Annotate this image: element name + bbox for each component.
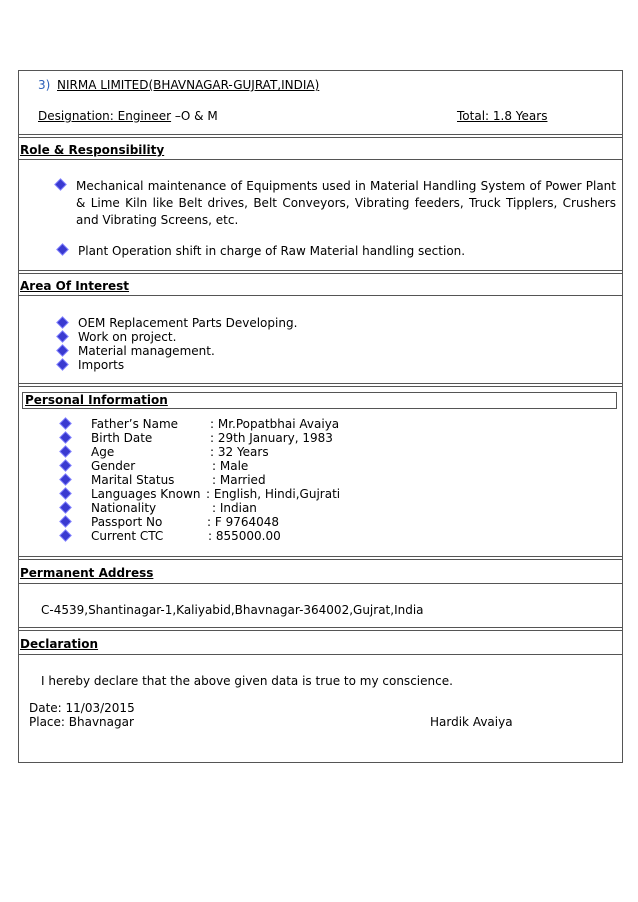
- personal-value: : F 9764048: [207, 515, 280, 529]
- divider: [18, 654, 622, 655]
- divider: [18, 383, 622, 387]
- diamond-bullet-icon: [59, 245, 66, 256]
- diamond-bullet-icon: [62, 419, 69, 430]
- diamond-bullet-icon: [59, 318, 66, 329]
- personal-label: Gender: [91, 459, 136, 473]
- personal-label: Languages Known: [91, 487, 201, 501]
- personal-label: Passport No: [91, 515, 163, 529]
- declaration-place: Place: Bhavnagar: [29, 715, 134, 729]
- role-item: Plant Operation shift in charge of Raw Material handling section.: [78, 244, 466, 258]
- section-heading-personal: Personal Information: [25, 393, 168, 407]
- personal-value: : Married: [212, 473, 266, 487]
- diamond-bullet-icon: [57, 180, 64, 191]
- section-heading-role: Role & Responsibility: [20, 143, 165, 157]
- personal-label: Current CTC: [91, 529, 164, 543]
- personal-value: : 32 Years: [210, 445, 269, 459]
- interest-item: OEM Replacement Parts Developing.: [78, 316, 298, 330]
- personal-label: Nationality: [91, 501, 157, 515]
- signatory-name: Hardik Avaiya: [430, 715, 513, 729]
- interest-item: Material management.: [78, 344, 215, 358]
- divider: [18, 583, 622, 584]
- interest-item: Work on project.: [78, 330, 177, 344]
- personal-value: : Male: [212, 459, 249, 473]
- declaration-text: I hereby declare that the above given data is true to my conscience.: [41, 674, 453, 688]
- role-item: Mechanical maintenance of Equipments used in Material Handling System of Power Plant & Lime Kiln like Belt drives, Belt Conveyors, Vibrating feeders, Truck Tipplers, Crushers and Vibrating Screens, etc.: [76, 179, 616, 227]
- section-heading-interest: Area Of Interest: [20, 279, 130, 293]
- divider: [18, 627, 622, 631]
- diamond-bullet-icon: [62, 447, 69, 458]
- diamond-bullet-icon: [62, 489, 69, 500]
- diamond-bullet-icon: [62, 475, 69, 486]
- personal-label: Age: [91, 445, 115, 459]
- personal-value: : Indian: [212, 501, 257, 515]
- personal-label: Birth Date: [91, 431, 153, 445]
- designation-label: Designation: Engineer: [38, 109, 172, 123]
- divider: [18, 159, 622, 160]
- diamond-bullet-icon: [62, 531, 69, 542]
- total-experience: Total: 1.8 Years: [457, 109, 548, 123]
- diamond-bullet-icon: [59, 346, 66, 357]
- address-text: C-4539,Shantinagar-1,Kaliyabid,Bhavnagar-364002,Gujrat,India: [41, 603, 424, 617]
- diamond-bullet-icon: [59, 332, 66, 343]
- personal-value: : English, Hindi,Gujrati: [206, 487, 341, 501]
- personal-value: : Mr.Popatbhai Avaiya: [210, 417, 340, 431]
- divider: [18, 270, 622, 274]
- section-heading-address: Permanent Address: [20, 566, 154, 580]
- section-heading-declaration: Declaration: [20, 637, 99, 651]
- diamond-bullet-icon: [62, 433, 69, 444]
- personal-label: Father’s Name: [91, 417, 179, 431]
- diamond-bullet-icon: [62, 517, 69, 528]
- diamond-bullet-icon: [62, 503, 69, 514]
- divider: [18, 556, 622, 560]
- company-name: NIRMA LIMITED(BHAVNAGAR-GUJRAT,INDIA): [57, 78, 320, 92]
- diamond-bullet-icon: [59, 360, 66, 371]
- personal-label: Marital Status: [91, 473, 175, 487]
- personal-value: : 855000.00: [208, 529, 281, 543]
- designation-value: –O & M: [171, 109, 218, 123]
- diamond-bullet-icon: [62, 461, 69, 472]
- designation: [38, 109, 218, 123]
- divider: [18, 70, 622, 71]
- job-number: 3): [38, 78, 51, 92]
- divider: [18, 134, 622, 138]
- declaration-date: Date: 11/03/2015: [29, 701, 135, 715]
- interest-item: Imports: [78, 358, 125, 372]
- divider: [18, 295, 622, 296]
- personal-value: : 29th January, 1983: [210, 431, 333, 445]
